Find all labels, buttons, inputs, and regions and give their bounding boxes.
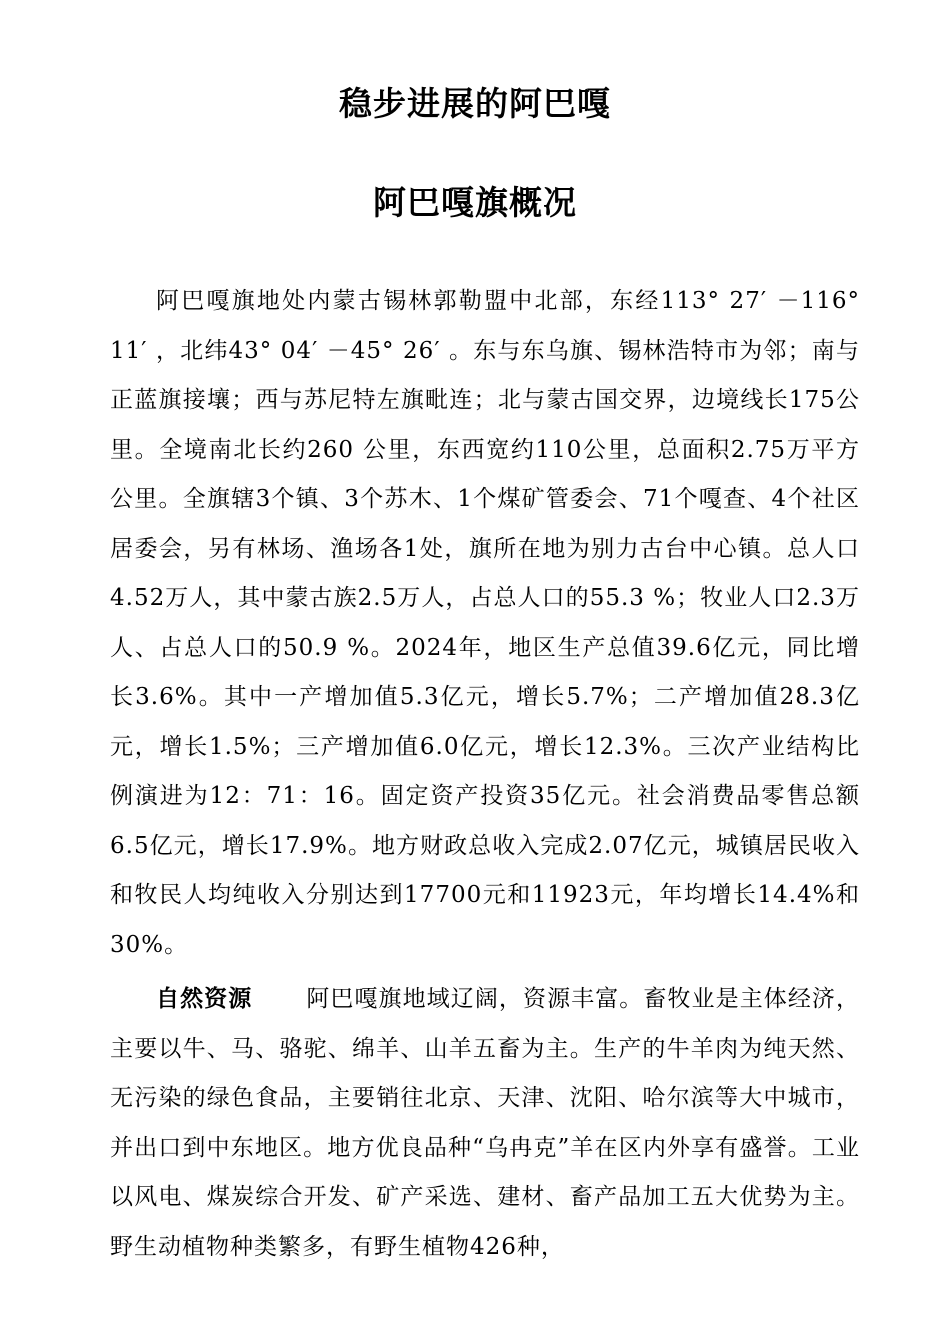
resources-text: 阿巴嘎旗地域辽阔，资源丰富。畜牧业是主体经济，主要以牛、马、骆驼、绵羊、山羊五畜为主。生产的牛羊肉为纯天然、无污染的绿色食品，主要销往北京、天津、沈阳、哈尔滨等大中城市，并出口到中东地区。地方优良品种“乌冉克”羊在区内外享有盛誉。工业以风电、煤炭综合开发、矿产采选、建材、畜产品加工五大优势为主。野生动植物种类繁多，有野生植物426种， bbox=[110, 986, 861, 1260]
resources-heading: 自然资源 bbox=[156, 986, 253, 1012]
overview-paragraph: 阿巴嘎旗地处内蒙古锡林郭勒盟中北部，东经113° 27′ －116° 11′ ，北纬43° 04′ －45° 26′ 。东与东乌旗、锡林浩特市为邻；南与正蓝旗接壤；西与苏尼特左旗毗连；北与蒙古国交界，边境线长175公里。全境南北长约260 公里，东西宽约110公里，总面积2.75万平方公里。全旗辖3个镇、3个苏木、1个煤矿管委会、71个嘎查、4个社区居委会，另有林场、渔场各1处，旗所在地为别力古台中心镇。总人口4.52万人，其中蒙古族2.5万人，占总人口的55.3 %；牧业人口2.3万人、占总人口的50.9 %。2024年，地区生产总值39.6亿元，同比增长3.6%。其中一产增加值5.3亿元，增长5.7%；二产增加值28.3亿元，增长1.5%；三产增加值6.0亿元，增长12.3%。三次产业结构比例演进为12：71：16。固定资产投资35亿元。社会消费品零售总额6.5亿元，增长17.9%。地方财政总收入完成2.07亿元，城镇居民收入和牧民人均纯收入分别达到17700元和11923元，年均增长14.4%和30%。 bbox=[110, 288, 860, 958]
document-title: 稳步进展的阿巴嘎 bbox=[339, 84, 611, 123]
resources-paragraph bbox=[110, 975, 860, 1272]
document-subtitle: 阿巴嘎旗概况 bbox=[373, 183, 577, 222]
